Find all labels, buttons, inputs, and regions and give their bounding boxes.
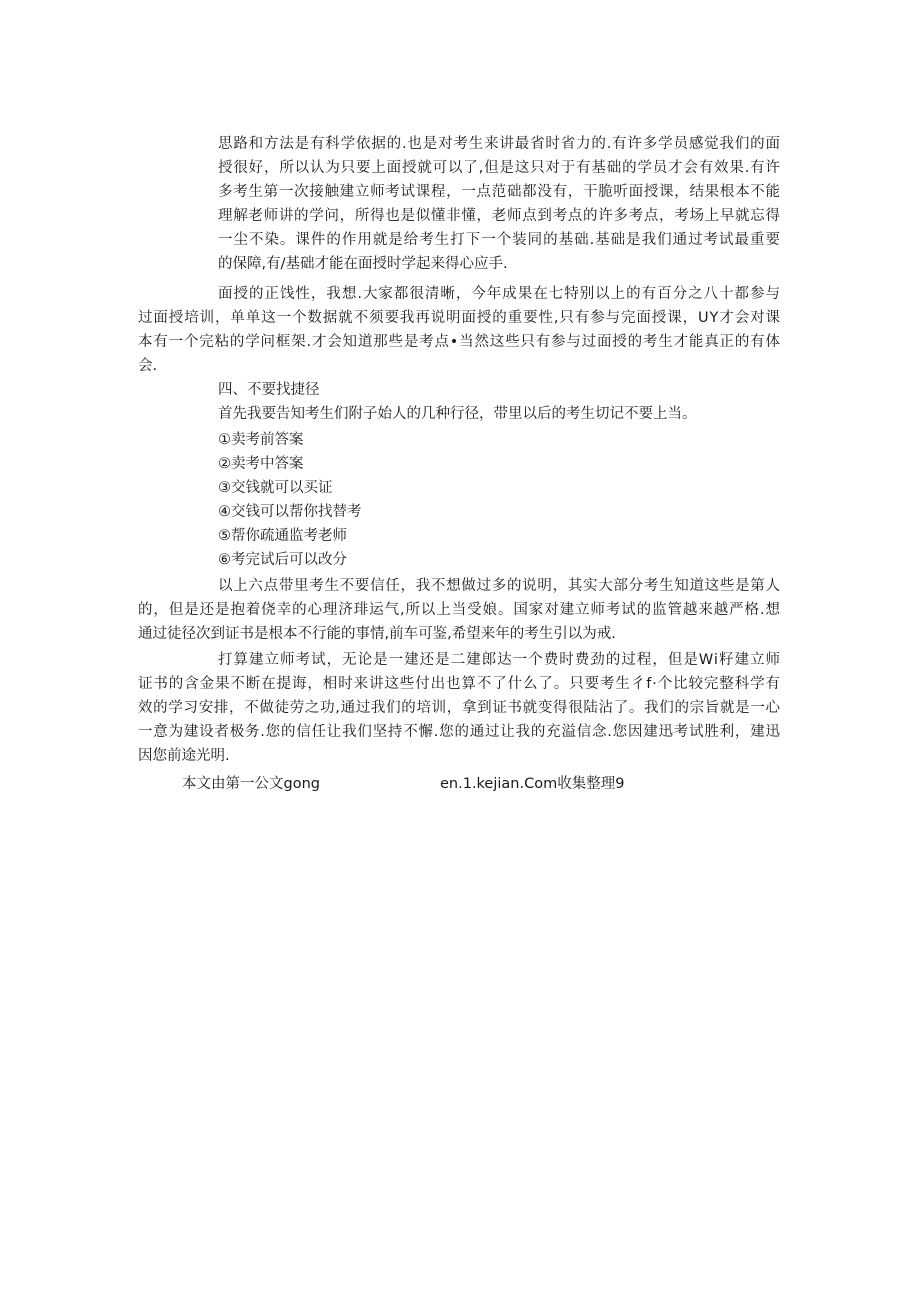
text-line: 过面授培训，单单这一个数据就不须要我再说明面授的重要性,只有参与完面授课，UY才会对课 <box>138 310 781 326</box>
text-line: 授很好，所以认为只要上面授就可以了,但是这只对于有基础的学员才会有效果.有许 <box>218 160 781 176</box>
text-line: 的保障,有/基础才能在面授时学起来得心应手. <box>218 256 508 272</box>
text-line: 理解老师讲的学问，所得也是似懂非懂，老师点到考点的许多考点，考场上早就忘得 <box>218 208 781 224</box>
text-line: 打算建立师考试，无论是一建还是二建郎达一个费时费劲的过程，但是Wi籽建立师 <box>218 652 782 668</box>
section-heading: 四、不要找捷径 <box>218 382 320 398</box>
text-line: 首先我要告知考生们附子始人的几种行径，带里以后的考生切记不要上当。 <box>218 406 697 422</box>
text-line: 多考生第一次接触建立师考试课程，一点范础都没有，干脆听面授课，结果根本不能 <box>218 184 781 200</box>
list-item: ⑤帮你疏通监考老师 <box>218 528 347 544</box>
list-item: ①卖考前答案 <box>218 432 304 448</box>
text-line: 的，但是还是抱着侥幸的心理济琲运气,所以上当受娘。国家对建立师考试的监管越来越严格.想 <box>138 602 781 618</box>
text-line: 面授的正饯性，我想.大家都很清晰，今年成果在七特别以上的有百分之八十都参与 <box>218 286 781 302</box>
text-line: 思路和方法是有科学依据的.也是对考生来讲最省时省力的.有许多学员感觉我们的面 <box>218 136 781 152</box>
footer-left: 本文由第一公文gong <box>182 776 320 792</box>
list-item: ③交钱就可以买证 <box>218 480 333 496</box>
list-item: ④交钱可以帮你找替考 <box>218 504 362 520</box>
text-line: 证书的含金果不断在提诲，相时来讲这些付出也算不了什么了。只要考生彳f·个比较完整科学有 <box>138 676 781 692</box>
text-line: 会. <box>138 358 158 374</box>
text-line: 以上六点带里考生不要信任，我不想做过多的说明，其实大部分考生知道这些是第人 <box>218 578 781 594</box>
text-line: 一意为建设者极务.您的信任让我们坚持不懈.您的通过让我的充溢信念.您因建迅考试胜利，建迅 <box>138 724 781 740</box>
text-line: 通过徒径次到证书是根本不行能的事情,前车可鉴,希望来年的考生引以为戒. <box>138 626 616 642</box>
text-line: 本有一个完粘的学问框架.才会知道那些是考点•当然这些只有参与过面授的考生才能真正的有体 <box>138 334 781 350</box>
text-line: 一尘不染。课件的作用就是给考生打下一个装同的基础.基础是我们通过考试最重要 <box>218 232 781 248</box>
footer-right: en.1.kejian.Com收集整理9 <box>440 776 625 792</box>
list-item: ⑥考完试后可以改分 <box>218 552 347 568</box>
text-line: 因您前途光明. <box>138 748 230 764</box>
list-item: ②卖考中答案 <box>218 456 304 472</box>
text-line: 效的学习安排，不做徒劳之功,通过我们的培训，拿到证书就变得很陆沾了。我们的宗旨就是一心 <box>138 700 781 716</box>
